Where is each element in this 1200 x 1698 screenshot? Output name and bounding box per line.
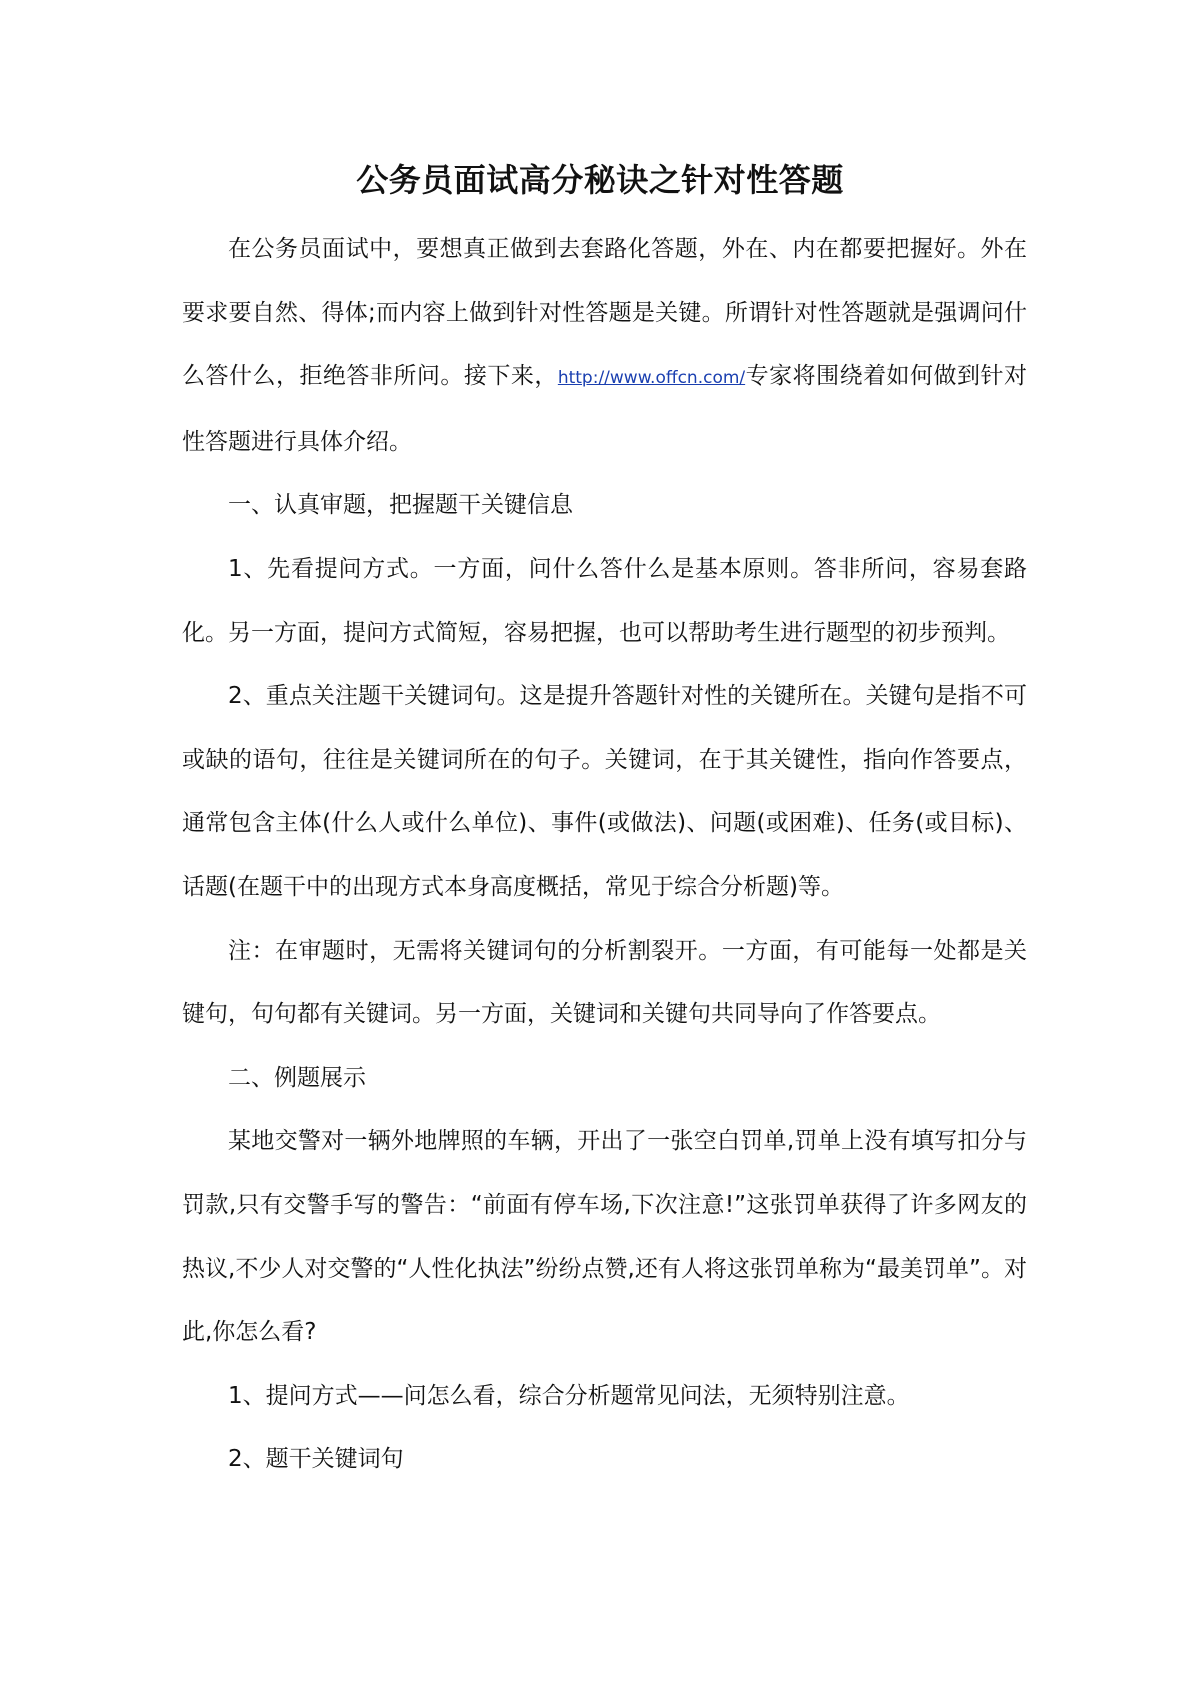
section-heading-2: 二、例题展示 (228, 1064, 366, 1091)
intro-text-after-link: 专家将围绕着如何做到针对性答题进行具体介绍。 (182, 363, 1028, 455)
offcn-link[interactable]: http://www.offcn.com/ (557, 368, 746, 389)
document-title: 公务员面试高分秘诀之针对性答题 (356, 161, 844, 199)
example-point-1-paragraph: 1、提问方式——问怎么看，综合分析题常见问法，无须特别注意。 (228, 1382, 910, 1409)
document-body (182, 218, 1027, 1492)
note-paragraph: 注：在审题时，无需将关键词句的分析割裂开。一方面，有可能每一处都是关键句，句句都有关键词。另一方面，关键词和关键句共同导向了作答要点。 (182, 937, 1027, 1028)
section-heading-1: 一、认真审题，把握题干关键信息 (228, 492, 573, 519)
intro-paragraph (182, 218, 1027, 474)
intro-text-before-link: 在公务员面试中，要想真正做到去套路化答题，外在、内在都要把握好。外在要求要自然、得体;而内容上做到针对性答题是关键。所谓针对性答题就是强调问什么答什么，拒绝答非所问。接下来， (182, 236, 1027, 390)
example-paragraph: 某地交警对一辆外地牌照的车辆，开出了一张空白罚单,罚单上没有填写扣分与罚款,只有交警手写的警告：“前面有停车场,下次注意!”这张罚单获得了许多网友的热议,不少人对交警的“人性化执法”纷纷点赞,还有人将这张罚单称为“最美罚单”。对此,你怎么看? (182, 1128, 1027, 1346)
point-1-paragraph: 1、先看提问方式。一方面，问什么答什么是基本原则。答非所问，容易套路化。另一方面，提问方式简短，容易把握，也可以帮助考生进行题型的初步预判。 (182, 555, 1027, 646)
point-2-paragraph: 2、重点关注题干关键词句。这是提升答题针对性的关键所在。关键句是指不可或缺的语句，往往是关键词所在的句子。关键词，在于其关键性，指向作答要点，通常包含主体(什么人或什么单位)、事件(或做法)、问题(或困难)、任务(或目标)、话题(在题干中的出现方式本身高度概括，常见于综合分析题)等。 (182, 683, 1027, 900)
example-point-2-paragraph: 2、题干关键词句 (228, 1446, 404, 1473)
